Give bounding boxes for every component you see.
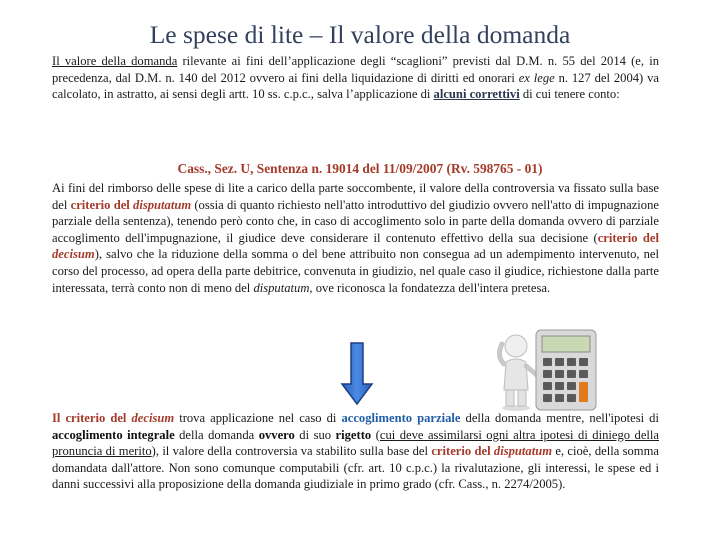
ruling-disputatum: disputatum: [133, 197, 192, 212]
concl-text-4: di suo: [294, 427, 336, 442]
concl-accoglimento-parziale: accoglimento parziale: [341, 411, 461, 425]
concl-criterio-2: criterio del: [431, 444, 494, 459]
ruling-decisum: decisum: [52, 247, 95, 262]
ruling-text-4: , ove riconosca la fondatezza dell'intera pretesa.: [309, 280, 551, 295]
concl-rigetto: rigetto: [335, 427, 372, 442]
ruling-paragraph: [52, 180, 659, 296]
intro-text-3: di cui tenere conto:: [519, 87, 620, 102]
case-heading: Cass., Sez. U, Sentenza n. 19014 del 11/09/2007 (Rv. 598765 - 01): [177, 161, 543, 176]
ruling-criterio-1: criterio del: [70, 197, 134, 212]
conclusion-paragraph: [52, 410, 659, 493]
concl-ovvero: ovvero: [258, 427, 295, 442]
concl-text-5: (: [371, 427, 380, 442]
concl-text-6: ), il valore della controversia va stabilito sulla base del: [151, 444, 432, 459]
intro-ex-lege: ex lege: [518, 70, 555, 85]
intro-text-1: rilevante ai fini dell’applicazione degli “scaglioni” previsti dal D.M. n. 55 del 2014 (e, in precedenza, dal D.M. n. 140 del 2012 ovvero ai fini della liquidazione di diritti ed onorari: [52, 54, 659, 85]
concl-underlined: cui deve assimilarsi ogni altra ipotesi di diniego della pronuncia di merito: [52, 427, 659, 459]
concl-criterio-1: Il criterio del: [52, 411, 132, 425]
ruling-text-2: (ossia di quanto richiesto nell'atto introduttivo del giudizio ovvero nell'atto di impugnazione parziale della sentenza), tenendo però conto che, in caso di accoglimento solo in parte della domanda ovvero di parziale accoglimento dell'impugnazione, il giudice deve considerare il contenuto effettivo della sua decisione (: [52, 197, 659, 245]
concl-disputatum: disputatum: [493, 444, 553, 459]
concl-text-7: e, cioè, della somma domandata dall'attore. Non sono comunque computabili (cfr. art. 10 c.p.c.) la rivalutazione, gli interessi, le spese ed i danni successivi alla proposizione della domanda giudiziale in primo grado (cfr. Cass., n. 2274/2005).: [52, 444, 659, 492]
intro-paragraph: [52, 53, 659, 103]
intro-text-2: n. 127 del 2004) va calcolato, in astratto, ai sensi degli artt. 10 ss. c.p.c., salva l’applicazione di: [52, 70, 659, 102]
concl-text-2: della domanda mentre, nell'ipotesi di: [460, 411, 659, 425]
ruling-criterio-2: criterio del: [597, 230, 659, 245]
intro-lead: Il valore della domanda: [52, 54, 178, 68]
concl-text-3: della domanda: [174, 427, 259, 442]
ruling-text-1: Ai fini del rimborso delle spese di lite a carico della parte soccombente, il valore della controversia va fissato sulla base del: [52, 181, 659, 212]
concl-text-1: trova applicazione nel caso di: [174, 411, 342, 425]
ruling-disputatum-plain: disputatum: [253, 280, 310, 295]
ruling-text-3: ), salvo che la riduzione della somma o del bene attribuito non consegua ad un adempimento intervenuto, nel corso del processo, ad opera della parte debitrice, convenuta in giudizio, nel quale caso il giudice, richiestone dalla parte interessata, terrà conto non di meno del: [52, 247, 659, 295]
down-arrow-icon: [340, 342, 374, 406]
calculator-figure-icon: [496, 328, 608, 414]
page-title: Le spese di lite – Il valore della domanda: [149, 20, 571, 49]
concl-decisum: decisum: [131, 411, 175, 425]
concl-accoglimento-integrale: accoglimento integrale: [52, 427, 175, 442]
intro-correttivi: alcuni correttivi: [433, 87, 520, 102]
